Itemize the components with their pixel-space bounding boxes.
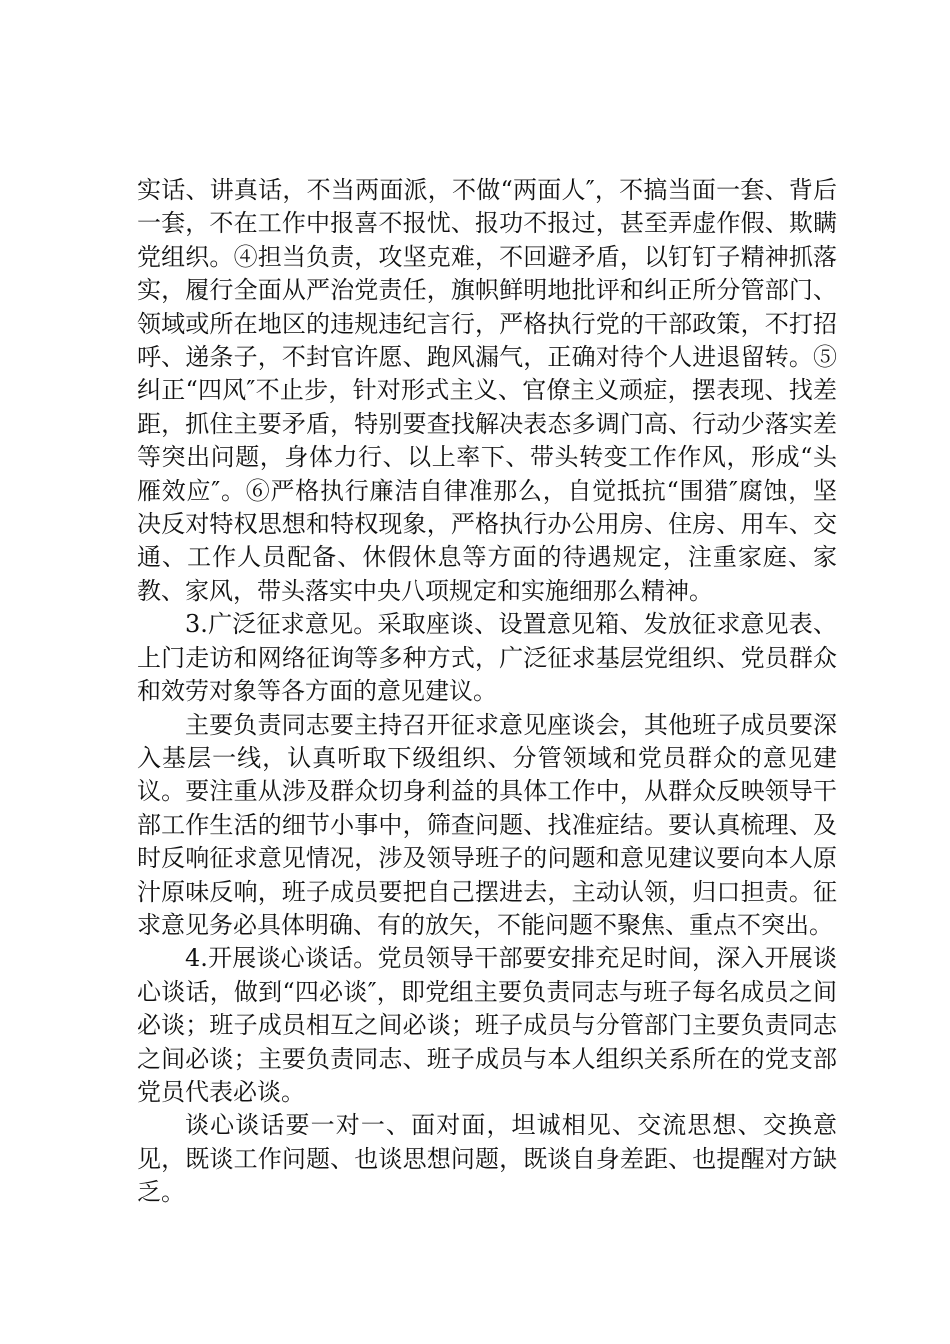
paragraph-1: 实话、讲真话，不当两面派，不做“两面人″，不搞当面一套、背后一套，不在工作中报喜不报忧、报功不报过，甚至弄虚作假、欺瞒党组织。④担当负责，攻坚克难，不回避矛盾，以钉钉子精神抓落实，履行全面从严治党责任，旗帜鲜明地批评和纠正所分管部门、领域或所在地区的违规违纪言行，严格执行党的干部政策，不打招呼、递条子，不封官许愿、跑风漏气，正确对待个人进退留转。⑤纠正“四风″不止步，针对形式主义、官僚主义顽症，摆表现、找差距，抓住主要矛盾，特别要查找解决表态多调门高、行动少落实差等突出问题，身体力行、以上率下、带头转变工作作风，形成“头雁效应″。⑥严格执行廉洁自律准那么，自觉抵抗“围猎″腐蚀，坚决反对特权思想和特权现象，严格执行办公用房、住房、用车、交通、工作人员配备、休假休息等方面的待遇规定，注重家庭、家教、家风，带头落实中央八项规定和实施细那么精神。 bbox=[137, 176, 837, 605]
paragraph-5: 谈心谈话要一对一、面对面，坦诚相见、交流思想、交换意见，既谈工作问题、也谈思想问题，既谈自身差距、也提醒对方缺乏。 bbox=[137, 1111, 837, 1207]
paragraph-4: 4.开展谈心谈话。党员领导干部要安排充足时间，深入开展谈心谈话，做到“四必谈″，即党组主要负责同志与班子每名成员之间必谈；班子成员相互之间必谈；班子成员与分管部门主要负责同志之间必谈；主要负责同志、班子成员与本人组织关系所在的党支部党员代表必谈。 bbox=[137, 944, 837, 1106]
paragraph-2: 3.广泛征求意见。采取座谈、设置意见箱、发放征求意见表、上门走访和网络征询等多种方式，广泛征求基层党组织、党员群众和效劳对象等各方面的意见建议。 bbox=[137, 610, 837, 706]
paragraph-3: 主要负责同志要主持召开征求意见座谈会，其他班子成员要深入基层一线，认真听取下级组织、分管领域和党员群众的意见建议。要注重从涉及群众切身利益的具体工作中，从群众反映领导干部工作生活的细节小事中，筛查问题、找准症结。要认真梳理、及时反响征求意见情况，涉及领导班子的问题和意见建议要向本人原汁原味反响，班子成员要把自己摆进去，主动认领，归口担责。征求意见务必具体明确、有的放矢，不能问题不聚焦、重点不突出。 bbox=[137, 710, 837, 939]
document-body bbox=[137, 174, 837, 1210]
